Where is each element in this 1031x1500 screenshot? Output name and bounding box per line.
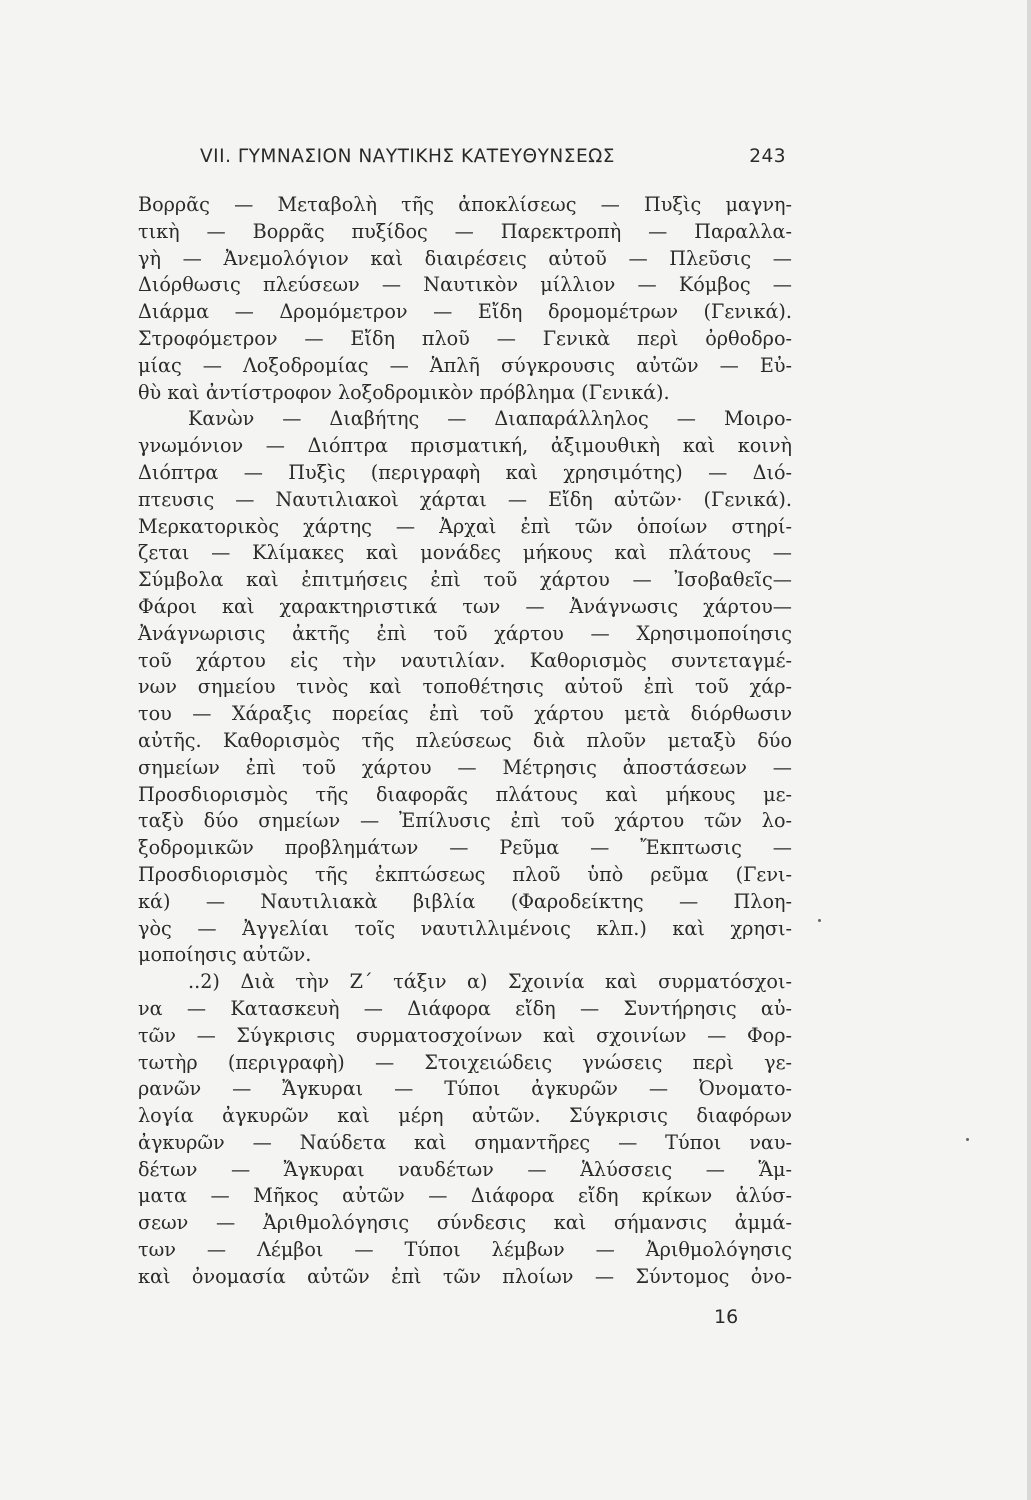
- text-line: Βορρᾶς — Μεταβολὴ τῆς ἀποκλίσεως — Πυξὶς μαγνη-: [138, 193, 792, 216]
- text-line: τικὴ — Βορρᾶς πυξίδος — Παρεκτροπὴ — Παραλλα-: [138, 219, 792, 243]
- text-line: Διόπτρα — Πυξὶς (περιγραφὴ καὶ χρησιμότης) — Διό-: [138, 460, 792, 484]
- running-head: VII. ΓΥΜΝΑΣΙΟΝ ΝΑΥΤΙΚΗΣ ΚΑΤΕΥΘΥΝΣΕΩΣ: [200, 146, 615, 167]
- text-line: Προσδιορισμὸς τῆς διαφορᾶς πλάτους καὶ μήκους με-: [138, 782, 792, 806]
- text-line: Φάροι καὶ χαρακτηριστικά των — Ἀνάγνωσις χάρτου—: [138, 594, 792, 618]
- page-edge: [1027, 0, 1031, 1500]
- text-line: πτευσις — Ναυτιλιακοὶ χάρται — Εἴδη αὐτῶν· (Γενικά).: [138, 487, 792, 511]
- text-line: Διάρμα — Δρομόμετρον — Εἴδη δρομομέτρων (Γενικά).: [138, 300, 792, 324]
- text-line: λογία ἀγκυρῶν καὶ μέρη αὐτῶν. Σύγκρισις διαφόρων: [138, 1104, 792, 1128]
- text-line: δέτων — Ἄγκυραι ναυδέτων — Ἁλύσσεις — Ἅμ-: [138, 1157, 792, 1181]
- body-text: [138, 192, 792, 1291]
- text-line: γνωμόνιον — Διόπτρα πρισματική, ἀξιμουθικὴ καὶ κοινὴ: [138, 434, 792, 458]
- page-number: 243: [749, 146, 786, 167]
- text-line: καὶ ὀνομασία αὐτῶν ἐπὶ τῶν πλοίων — Σύντομος ὀνο-: [138, 1264, 792, 1288]
- text-line: τοῦ χάρτου εἰς τὴν ναυτιλίαν. Καθορισμὸς συντεταγμέ-: [138, 648, 792, 672]
- text-line: ..2) Διὰ τὴν Ζ΄ τάξιν α) Σχοινία καὶ συρματόσχοι-: [188, 970, 792, 994]
- text-line: σημείων ἐπὶ τοῦ χάρτου — Μέτρησις ἀποστάσεων —: [138, 755, 792, 779]
- text-line: θὺ καὶ ἀντίστροφον λοξοδρομικὸν πρόβλημα (Γενικά).: [138, 380, 670, 404]
- text-line: Μερκατορικὸς χάρτης — Ἀρχαὶ ἐπὶ τῶν ὁποίων στηρί-: [138, 514, 792, 538]
- text-line: ταξὺ δύο σημείων — Ἐπίλυσις ἐπὶ τοῦ χάρτου τῶν λο-: [138, 809, 792, 833]
- text-line: να — Κατασκευὴ — Διάφορα εἴδη — Συντήρησις αὐ-: [138, 996, 792, 1020]
- text-line: μοποίησις αὐτῶν.: [138, 943, 312, 967]
- text-line: κά) — Ναυτιλιακὰ βιβλία (Φαροδείκτης — Πλοη-: [138, 889, 792, 913]
- print-speck: [818, 919, 821, 922]
- text-line: Διόρθωσις πλεύσεων — Ναυτικὸν μίλλιον — Κόμβος —: [138, 273, 792, 297]
- text-line: σεων — Ἀριθμολόγησις σύνδεσις καὶ σήμανσις ἀμμά-: [138, 1211, 792, 1235]
- text-line: γὸς — Ἀγγελίαι τοῖς ναυτιλλιμένοις κλπ.) καὶ χρησι-: [138, 916, 792, 940]
- text-line: ματα — Μῆκος αὐτῶν — Διάφορα εἴδη κρίκων ἁλύσ-: [138, 1184, 792, 1208]
- text-line: ρανῶν — Ἄγκυραι — Τύποι ἀγκυρῶν — Ὀνοματο-: [138, 1077, 792, 1101]
- text-line: των — Λέμβοι — Τύποι λέμβων — Ἀριθμολόγησις: [138, 1238, 792, 1262]
- text-line: Κανὼν — Διαβήτης — Διαπαράλληλος — Μοιρο-: [188, 407, 792, 431]
- text-line: νων σημείου τινὸς καὶ τοποθέτησις αὐτοῦ ἐπὶ τοῦ χάρ-: [138, 675, 792, 699]
- signature-mark: 16: [714, 1306, 739, 1328]
- text-line: αὐτῆς. Καθορισμὸς τῆς πλεύσεως διὰ πλοῦν μεταξὺ δύο: [138, 728, 792, 752]
- text-line: Ἀνάγνωρισις ἀκτῆς ἐπὶ τοῦ χάρτου — Χρησιμοποίησις: [138, 621, 792, 645]
- text-line: τωτὴρ (περιγραφὴ) — Στοιχειώδεις γνώσεις περὶ γε-: [138, 1050, 792, 1074]
- text-line: του — Χάραξις πορείας ἐπὶ τοῦ χάρτου μετὰ διόρθωσιν: [138, 702, 792, 726]
- text-line: Σύμβολα καὶ ἐπιτμήσεις ἐπὶ τοῦ χάρτου — Ἰσοβαθεῖς—: [138, 568, 792, 592]
- text-line: τῶν — Σύγκρισις συρματοσχοίνων καὶ σχοινίων — Φορ-: [138, 1023, 792, 1047]
- text-line: ζεται — Κλίμακες καὶ μονάδες μήκους καὶ πλάτους —: [138, 541, 792, 565]
- text-line: Στροφόμετρον — Εἴδη πλοῦ — Γενικὰ περὶ ὀρθοδρο-: [138, 326, 792, 350]
- text-line: Προσδιορισμὸς τῆς ἐκπτώσεως πλοῦ ὑπὸ ρεῦμα (Γενι-: [138, 862, 792, 886]
- text-line: ξοδρομικῶν προβλημάτων — Ρεῦμα — Ἔκπτωσις —: [138, 836, 792, 860]
- print-speck: [966, 1138, 969, 1141]
- text-line: ἀγκυρῶν — Ναύδετα καὶ σημαντῆρες — Τύποι ναυ-: [138, 1130, 792, 1154]
- text-line: γὴ — Ἀνεμολόγιον καὶ διαιρέσεις αὐτοῦ — Πλεῦσις —: [138, 246, 792, 270]
- text-line: μίας — Λοξοδρομίας — Ἁπλῆ σύγκρουσις αὐτῶν — Εὐ-: [138, 353, 792, 377]
- page-header: [200, 146, 790, 172]
